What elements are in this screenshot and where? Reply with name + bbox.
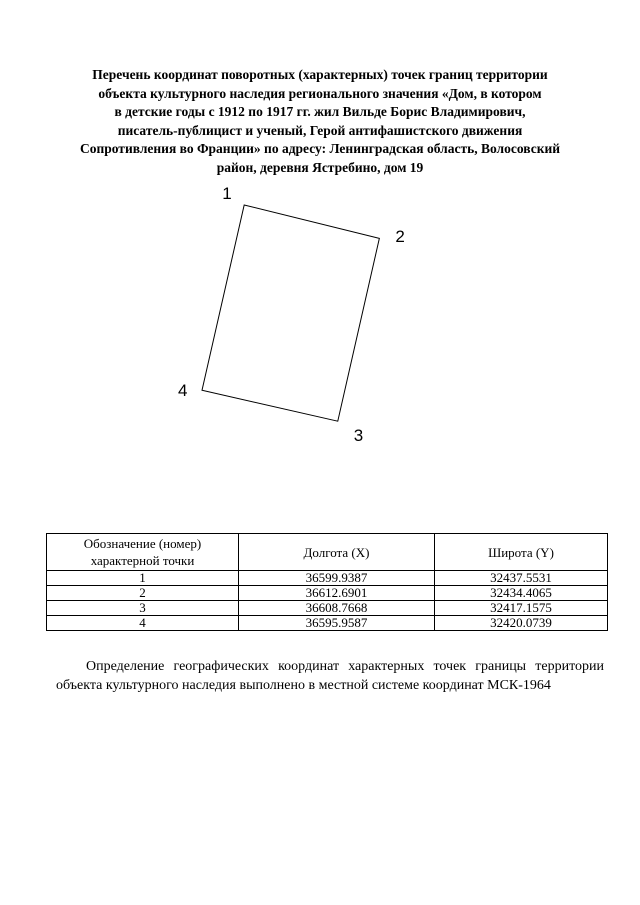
table-row — [47, 616, 608, 631]
cell-y: 32417.1575 — [435, 601, 608, 616]
table-row — [47, 601, 608, 616]
cell-point: 2 — [47, 586, 239, 601]
coordinate-system-note — [56, 657, 604, 695]
cell-x: 36608.7668 — [239, 601, 435, 616]
cell-x: 36599.9387 — [239, 571, 435, 586]
cell-y: 32437.5531 — [435, 571, 608, 586]
title-line: в детские годы с 1912 по 1917 гг. жил Вильде Борис Владимирович, — [114, 104, 526, 119]
title-line: объекта культурного наследия регионального значения «Дом, в котором — [98, 85, 542, 101]
cell-point: 4 — [47, 616, 239, 631]
cell-y: 32434.4065 — [435, 586, 608, 601]
table-row — [47, 571, 608, 586]
point-label-1: 1 — [222, 184, 232, 203]
table-header-row — [47, 534, 608, 571]
cell-y: 32420.0739 — [435, 616, 608, 631]
boundary-polygon — [202, 205, 379, 421]
coordinates-table — [46, 533, 608, 631]
header-line: Обозначение (номер) — [83, 536, 202, 551]
title-line: Перечень координат поворотных (характерных) точек границ территории — [92, 67, 548, 82]
table-row — [47, 586, 608, 601]
title-line: писатель-публицист и ученый, Герой антифашистского движения — [117, 122, 523, 138]
title-line: район, деревня Ястребино, дом 19 — [216, 159, 424, 175]
point-label-3: 3 — [353, 426, 364, 446]
cell-x: 36595.9587 — [239, 616, 435, 631]
point-label-2: 2 — [395, 227, 405, 247]
cell-x: 36612.6901 — [239, 586, 435, 601]
cell-point: 1 — [47, 571, 239, 586]
header-latitude: Широта (Y) — [435, 534, 608, 571]
header-line: характерной точки — [90, 553, 195, 568]
title-line: Сопротивления во Франции» по адресу: Ленинградская область, Волосовский — [79, 141, 561, 156]
note-paragraph: Определение географических координат характерных точек границы территории объекта культурного наследия выполнено в местной системе координат МСК-1964 — [56, 659, 604, 693]
header-longitude: Долгота (X) — [239, 534, 435, 571]
point-label-4: 4 — [178, 381, 188, 401]
header-point-designation — [47, 534, 239, 571]
cell-point: 3 — [47, 601, 239, 616]
